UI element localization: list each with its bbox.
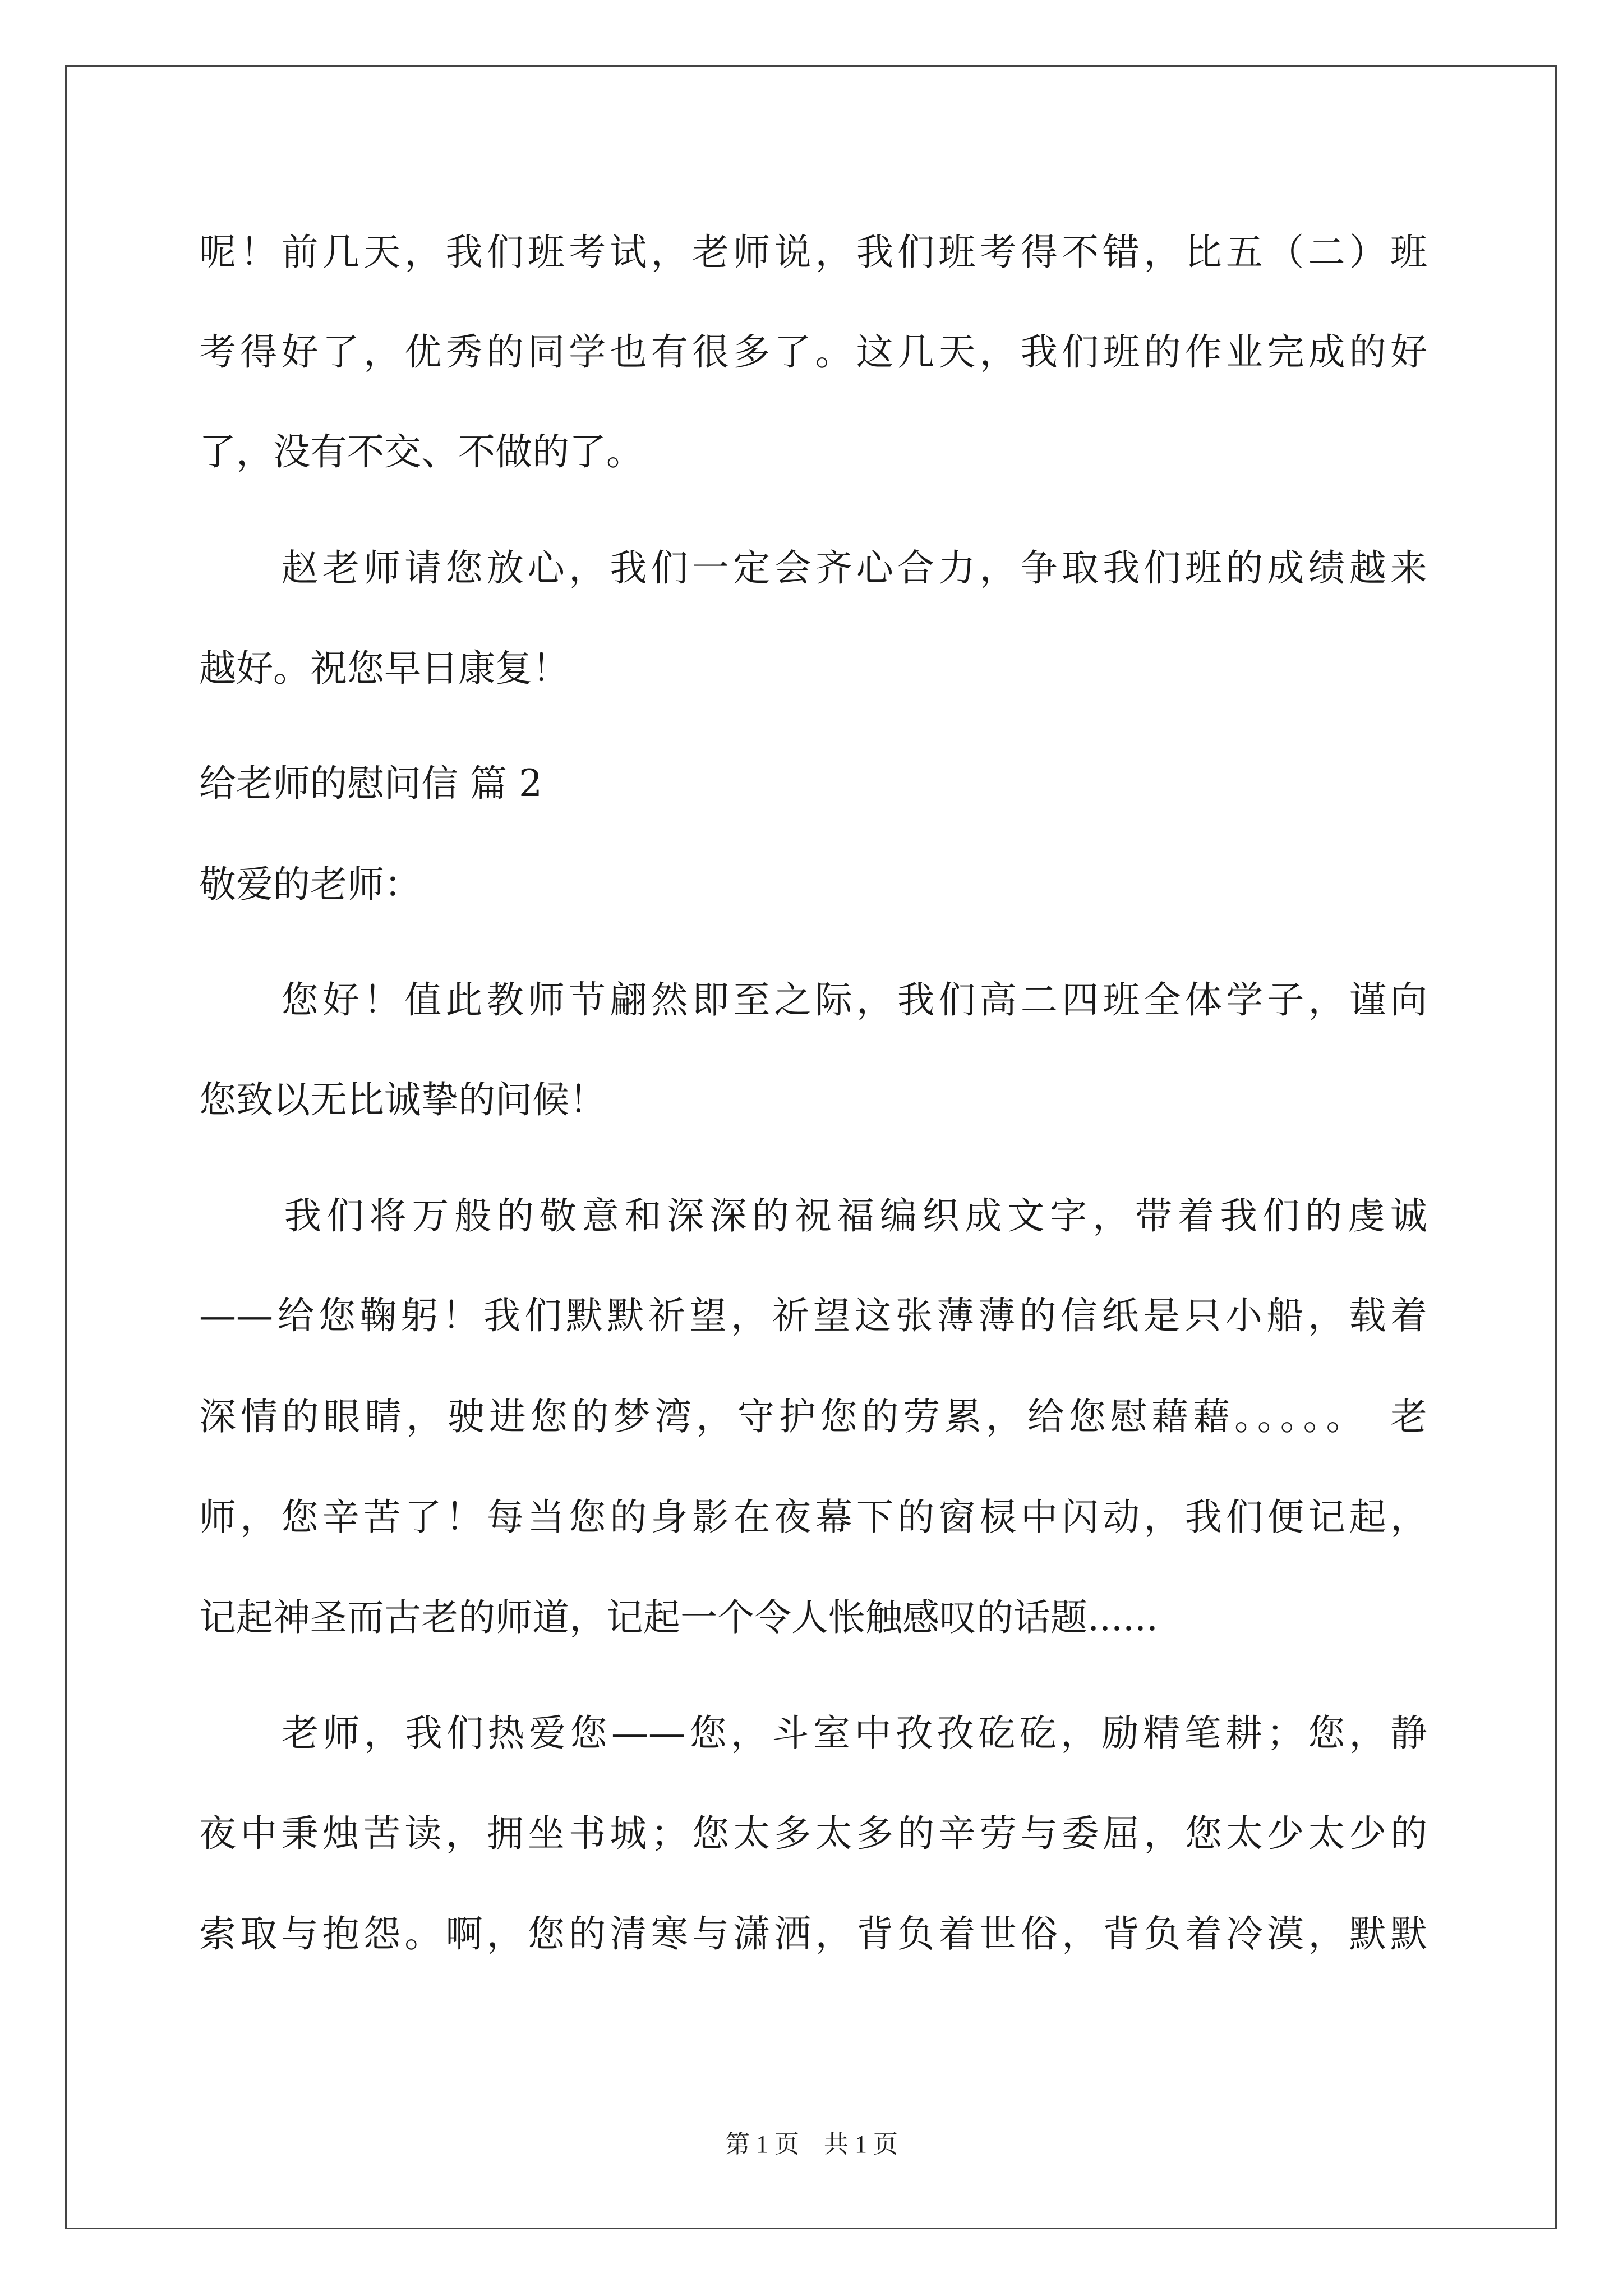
body-line: 我们将万般的敬意和深深的祝福编织成文字，带着我们的虔诚 [199,1194,1427,1237]
page-footer: 第 1 页 共 1 页 [725,2131,898,2158]
body-line: 老师，我们热爱您——您，斗室中孜孜矻矻，励精笔耕；您，静 [199,1711,1427,1755]
body-line: 赵老师请您放心，我们一定会齐心合力，争取我们班的成绩越来 [199,546,1427,590]
body-line: 夜中秉烛苦读，拥坐书城；您太多太多的辛劳与委屈，您太少太少的 [199,1812,1427,1855]
body-line: 呢！前几天，我们班考试，老师说，我们班考得不错，比五（二）班 [199,231,1427,274]
body-line: 深情的眼睛，驶进您的梦湾，守护您的劳累，给您慰藉藉。。。。。 老 [199,1395,1427,1438]
section-heading: 给老师的慰问信 篇 2 [199,762,542,805]
body-line: 您致以无比诚挚的问候！ [199,1078,606,1121]
body-line: 师，您辛苦了！每当您的身影在夜幕下的窗棂中闪动，我们便记起， [199,1496,1427,1539]
body-line: 越好。祝您早日康复！ [199,647,569,690]
body-line: 记起神圣而古老的师道，记起一个令人怅触感叹的话题...... [199,1596,1158,1639]
body-line: 索取与抱怨。啊，您的清寒与潇洒，背负着世俗，背负着冷漠，默默 [199,1912,1427,1955]
body-line: 考得好了，优秀的同学也有很多了。这几天，我们班的作业完成的好 [199,330,1427,374]
body-line: 了，没有不交、不做的了。 [199,430,643,473]
body-line: 您好！值此教师节翩然即至之际，我们高二四班全体学子，谨向 [199,978,1427,1022]
body-line: ——给您鞠躬！我们默默祈望，祈望这张薄薄的信纸是只小船，载着 [199,1294,1427,1337]
page-frame [65,65,1557,2229]
salutation: 敬爱的老师： [199,863,421,906]
